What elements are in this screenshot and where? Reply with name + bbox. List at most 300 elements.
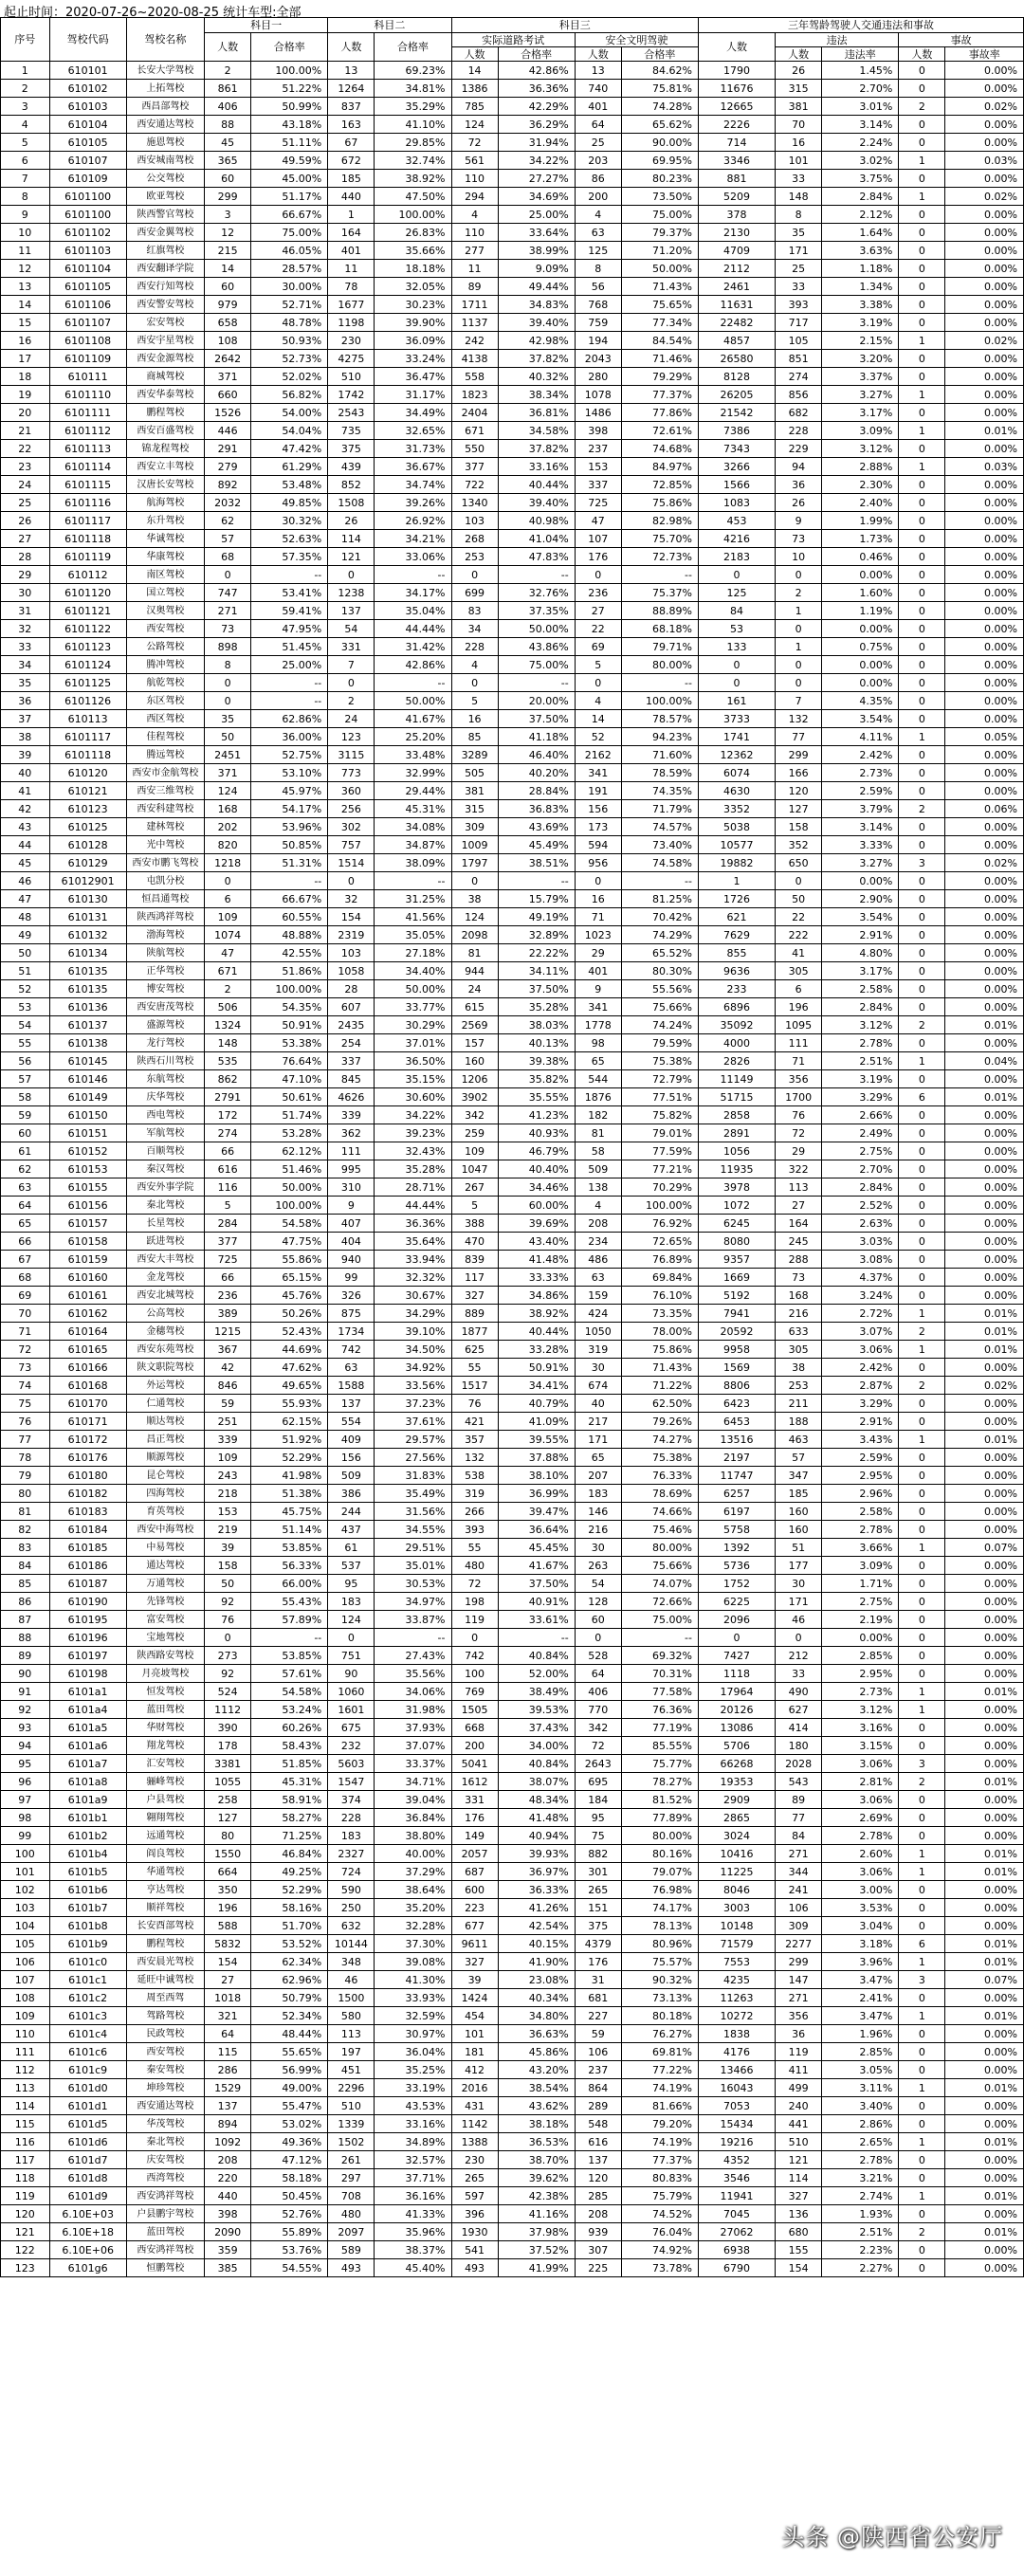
cell-accident-rate: 0.00% xyxy=(945,710,1024,728)
cell-violation-count: 633 xyxy=(776,1323,822,1341)
cell-safe-rate: 77.37% xyxy=(621,386,698,404)
cell-accident-count: 0 xyxy=(899,2241,945,2259)
cell-violation-rate: 2.60% xyxy=(822,1845,899,1863)
cell-s2-count: 302 xyxy=(328,818,375,836)
cell-safe-count: 401 xyxy=(575,98,621,116)
table-row xyxy=(1,2115,1024,2133)
cell-accident-count: 0 xyxy=(899,944,945,962)
cell-safe-count: 681 xyxy=(575,1989,621,2007)
cell-accident-rate: 0.00% xyxy=(945,1611,1024,1629)
cell-accident-count: 0 xyxy=(899,692,945,710)
cell-safe-count: 2643 xyxy=(575,1755,621,1773)
cell-road-count: 176 xyxy=(451,1809,498,1827)
cell-s1-rate: -- xyxy=(251,872,328,890)
cell-name: 航海驾校 xyxy=(126,494,204,512)
cell-s2-rate: 42.86% xyxy=(375,656,451,674)
cell-s1-count: 45 xyxy=(205,134,251,152)
table-row xyxy=(1,2097,1024,2115)
cell-s1-rate: 47.75% xyxy=(251,1233,328,1251)
cell-name: 宏安驾校 xyxy=(126,314,204,332)
cell-road-rate: 34.46% xyxy=(498,1178,575,1197)
cell-accident-rate: 0.00% xyxy=(945,1827,1024,1845)
cell-violation-count: 271 xyxy=(776,1845,822,1863)
cell-safe-rate: 74.35% xyxy=(621,782,698,800)
cell-name: 公路驾校 xyxy=(126,638,204,656)
cell-safe-rate: 78.00% xyxy=(621,1323,698,1341)
cell-road-count: 1047 xyxy=(451,1160,498,1178)
cell-name: 西安宇星驾校 xyxy=(126,332,204,350)
cell-s1-count: 1055 xyxy=(205,1773,251,1791)
cell-safe-count: 4 xyxy=(575,206,621,224)
cell-s1-rate: 66.67% xyxy=(251,890,328,908)
cell-road-count: 396 xyxy=(451,2205,498,2223)
cell-road-count: 83 xyxy=(451,602,498,620)
cell-violation-rate: 2.66% xyxy=(822,1106,899,1124)
cell-violation-rate: 2.42% xyxy=(822,1359,899,1377)
cell-accident-rate: 0.00% xyxy=(945,1701,1024,1719)
cell-s1-rate: 55.86% xyxy=(251,1251,328,1269)
cell-violation-rate: 2.75% xyxy=(822,1142,899,1160)
table-row xyxy=(1,512,1024,530)
cell-accident-rate: 0.00% xyxy=(945,1359,1024,1377)
cell-s2-count: 995 xyxy=(328,1160,375,1178)
cell-safe-count: 509 xyxy=(575,1160,621,1178)
header-code: 驾校代码 xyxy=(49,18,126,62)
table-row xyxy=(1,404,1024,422)
cell-safe-rate: 71.79% xyxy=(621,800,698,818)
cell-road-count: 550 xyxy=(451,440,498,458)
header-accident-rate: 事故率 xyxy=(945,47,1024,62)
cell-safe-count: 203 xyxy=(575,152,621,170)
cell-accident-count: 0 xyxy=(899,314,945,332)
cell-violation-rate: 2.73% xyxy=(822,1683,899,1701)
cell-seq: 81 xyxy=(1,1503,50,1521)
cell-s2-rate: 69.23% xyxy=(375,62,451,80)
cell-road-rate: 48.34% xyxy=(498,1791,575,1809)
cell-s2-rate: 26.92% xyxy=(375,512,451,530)
cell-violation-rate: 3.07% xyxy=(822,1323,899,1341)
cell-ty-count: 13466 xyxy=(698,2061,775,2079)
cell-s2-count: 374 xyxy=(328,1791,375,1809)
cell-accident-rate: 0.00% xyxy=(945,1034,1024,1052)
cell-code: 6101a7 xyxy=(49,1755,126,1773)
cell-accident-rate: 0.00% xyxy=(945,818,1024,836)
cell-code: 6101110 xyxy=(49,386,126,404)
cell-violation-count: 177 xyxy=(776,1557,822,1575)
cell-name: 腾冲驾校 xyxy=(126,656,204,674)
cell-violation-rate: 3.29% xyxy=(822,1088,899,1106)
cell-violation-rate: 1.71% xyxy=(822,1575,899,1593)
cell-road-count: 2016 xyxy=(451,2079,498,2097)
cell-ty-count: 7053 xyxy=(698,2097,775,2115)
cell-ty-count: 4630 xyxy=(698,782,775,800)
cell-s2-count: 407 xyxy=(328,1215,375,1233)
table-row xyxy=(1,296,1024,314)
cell-safe-rate: 79.59% xyxy=(621,1034,698,1052)
cell-violation-count: 33 xyxy=(776,170,822,188)
cell-ty-count: 4857 xyxy=(698,332,775,350)
cell-accident-count: 3 xyxy=(899,1755,945,1773)
cell-safe-count: 47 xyxy=(575,512,621,530)
cell-s1-rate: 52.73% xyxy=(251,350,328,368)
cell-s1-rate: 62.96% xyxy=(251,1971,328,1989)
cell-s1-count: 64 xyxy=(205,2025,251,2043)
cell-seq: 109 xyxy=(1,2007,50,2025)
cell-name: 骊峰驾校 xyxy=(126,1773,204,1791)
cell-road-count: 505 xyxy=(451,764,498,782)
cell-road-rate: 41.23% xyxy=(498,1106,575,1124)
cell-s2-rate: 50.00% xyxy=(375,692,451,710)
cell-violation-count: 245 xyxy=(776,1233,822,1251)
cell-accident-rate: 0.00% xyxy=(945,1142,1024,1160)
cell-s2-count: 111 xyxy=(328,1142,375,1160)
cell-safe-rate: 74.24% xyxy=(621,1016,698,1034)
cell-accident-count: 0 xyxy=(899,1359,945,1377)
cell-road-rate: 28.84% xyxy=(498,782,575,800)
cell-name: 户县鹏宇驾校 xyxy=(126,2205,204,2223)
cell-violation-count: 164 xyxy=(776,1215,822,1233)
cell-ty-count: 8128 xyxy=(698,368,775,386)
cell-safe-count: 52 xyxy=(575,728,621,746)
cell-safe-rate: 73.78% xyxy=(621,2259,698,2277)
cell-accident-rate: 0.07% xyxy=(945,1539,1024,1557)
cell-violation-count: 171 xyxy=(776,242,822,260)
cell-road-rate: 36.83% xyxy=(498,800,575,818)
table-row xyxy=(1,638,1024,656)
cell-safe-count: 13 xyxy=(575,62,621,80)
cell-road-count: 309 xyxy=(451,818,498,836)
cell-s1-count: 747 xyxy=(205,584,251,602)
cell-name: 陕西石川驾校 xyxy=(126,1052,204,1070)
cell-s1-count: 1092 xyxy=(205,2133,251,2151)
cell-road-count: 377 xyxy=(451,458,498,476)
cell-s1-count: 76 xyxy=(205,1611,251,1629)
cell-accident-rate: 0.01% xyxy=(945,1953,1024,1971)
cell-seq: 38 xyxy=(1,728,50,746)
cell-safe-count: 56 xyxy=(575,278,621,296)
cell-safe-count: 1778 xyxy=(575,1016,621,1034)
cell-name: 陕西鸿祥驾校 xyxy=(126,908,204,926)
cell-seq: 20 xyxy=(1,404,50,422)
cell-s1-rate: 58.27% xyxy=(251,1809,328,1827)
cell-violation-count: 352 xyxy=(776,836,822,854)
cell-name: 西安驾校 xyxy=(126,620,204,638)
cell-accident-count: 2 xyxy=(899,1323,945,1341)
cell-s1-count: 127 xyxy=(205,1809,251,1827)
cell-name: 西区驾校 xyxy=(126,710,204,728)
cell-s2-rate: 36.04% xyxy=(375,2043,451,2061)
cell-ty-count: 1838 xyxy=(698,2025,775,2043)
cell-ty-count: 7045 xyxy=(698,2205,775,2223)
cell-s1-count: 116 xyxy=(205,1178,251,1197)
cell-accident-rate: 0.00% xyxy=(945,2115,1024,2133)
cell-s2-count: 11 xyxy=(328,260,375,278)
cell-code: 610101 xyxy=(49,62,126,80)
cell-road-rate: 37.98% xyxy=(498,2223,575,2241)
cell-s1-rate: 51.11% xyxy=(251,134,328,152)
cell-road-count: 1388 xyxy=(451,2133,498,2151)
cell-safe-rate: 75.00% xyxy=(621,206,698,224)
cell-road-count: 393 xyxy=(451,1521,498,1539)
cell-road-count: 480 xyxy=(451,1557,498,1575)
cell-s1-count: 5832 xyxy=(205,1935,251,1953)
cell-ty-count: 3352 xyxy=(698,800,775,818)
cell-s2-rate: 31.98% xyxy=(375,1701,451,1719)
cell-seq: 101 xyxy=(1,1863,50,1881)
cell-violation-count: 347 xyxy=(776,1467,822,1485)
cell-ty-count: 714 xyxy=(698,134,775,152)
cell-safe-count: 265 xyxy=(575,1881,621,1899)
table-row xyxy=(1,1593,1024,1611)
cell-safe-count: 956 xyxy=(575,854,621,872)
cell-accident-rate: 0.00% xyxy=(945,350,1024,368)
cell-s1-count: 124 xyxy=(205,782,251,800)
cell-road-rate: 35.55% xyxy=(498,1088,575,1106)
cell-road-rate: 37.50% xyxy=(498,710,575,728)
cell-code: 610150 xyxy=(49,1106,126,1124)
cell-road-rate: 37.82% xyxy=(498,440,575,458)
cell-ty-count: 1118 xyxy=(698,1665,775,1683)
table-row xyxy=(1,386,1024,404)
cell-violation-count: 29 xyxy=(776,1142,822,1160)
cell-seq: 104 xyxy=(1,1917,50,1935)
cell-safe-rate: 73.35% xyxy=(621,1305,698,1323)
cell-ty-count: 125 xyxy=(698,584,775,602)
cell-ty-count: 3733 xyxy=(698,710,775,728)
cell-road-rate: 39.55% xyxy=(498,1431,575,1449)
cell-s1-rate: 51.22% xyxy=(251,80,328,98)
cell-accident-rate: 0.01% xyxy=(945,1683,1024,1701)
cell-s1-rate: 61.29% xyxy=(251,458,328,476)
watermark: 头条 @陕西省公安厅 xyxy=(781,2524,1003,2550)
table-row xyxy=(1,1251,1024,1269)
cell-s1-rate: 51.17% xyxy=(251,188,328,206)
cell-s2-count: 54 xyxy=(328,620,375,638)
cell-violation-count: 344 xyxy=(776,1863,822,1881)
cell-accident-count: 0 xyxy=(899,1629,945,1647)
cell-s1-count: 47 xyxy=(205,944,251,962)
cell-name: 西安鸿祥驾校 xyxy=(126,2187,204,2205)
cell-code: 610121 xyxy=(49,782,126,800)
cell-road-count: 294 xyxy=(451,188,498,206)
cell-violation-rate: 3.54% xyxy=(822,908,899,926)
cell-ty-count: 2461 xyxy=(698,278,775,296)
cell-s1-rate: 66.00% xyxy=(251,1575,328,1593)
cell-accident-count: 0 xyxy=(899,1557,945,1575)
cell-violation-count: 381 xyxy=(776,98,822,116)
cell-safe-count: 375 xyxy=(575,1917,621,1935)
cell-road-rate: 40.20% xyxy=(498,764,575,782)
cell-accident-count: 0 xyxy=(899,1395,945,1413)
cell-road-rate: 37.35% xyxy=(498,602,575,620)
cell-s2-count: 1677 xyxy=(328,296,375,314)
table-body xyxy=(1,62,1024,2277)
cell-s2-count: 510 xyxy=(328,368,375,386)
cell-name: 蓝田驾校 xyxy=(126,2223,204,2241)
cell-accident-rate: 0.00% xyxy=(945,296,1024,314)
cell-code: 610166 xyxy=(49,1359,126,1377)
driving-school-stats-table xyxy=(0,17,1024,2277)
cell-safe-rate: 55.56% xyxy=(621,980,698,998)
cell-code: 610160 xyxy=(49,1269,126,1287)
cell-violation-count: 30 xyxy=(776,1575,822,1593)
cell-accident-count: 0 xyxy=(899,530,945,548)
cell-violation-rate: 2.49% xyxy=(822,1124,899,1142)
cell-s1-rate: 48.44% xyxy=(251,2025,328,2043)
cell-seq: 106 xyxy=(1,1953,50,1971)
cell-s2-count: 2435 xyxy=(328,1016,375,1034)
cell-violation-count: 299 xyxy=(776,746,822,764)
cell-road-rate: 36.99% xyxy=(498,1485,575,1503)
cell-name: 西安三维驾校 xyxy=(126,782,204,800)
cell-code: 6101115 xyxy=(49,476,126,494)
cell-violation-count: 166 xyxy=(776,764,822,782)
cell-s2-rate: 35.56% xyxy=(375,1665,451,1683)
cell-s1-rate: 53.85% xyxy=(251,1539,328,1557)
table-row xyxy=(1,746,1024,764)
cell-code: 6101103 xyxy=(49,242,126,260)
cell-accident-rate: 0.00% xyxy=(945,1647,1024,1665)
cell-accident-rate: 0.00% xyxy=(945,1881,1024,1899)
cell-name: 长安大学驾校 xyxy=(126,62,204,80)
cell-s2-count: 1734 xyxy=(328,1323,375,1341)
cell-s1-rate: 54.58% xyxy=(251,1215,328,1233)
cell-accident-count: 1 xyxy=(899,1539,945,1557)
cell-s2-rate: 38.92% xyxy=(375,170,451,188)
table-row xyxy=(1,1413,1024,1431)
cell-name: 光中驾校 xyxy=(126,836,204,854)
cell-s2-count: 509 xyxy=(328,1467,375,1485)
cell-s1-count: 148 xyxy=(205,1034,251,1052)
cell-ty-count: 6197 xyxy=(698,1503,775,1521)
cell-accident-count: 6 xyxy=(899,1088,945,1106)
cell-accident-rate: 0.00% xyxy=(945,1178,1024,1197)
cell-s2-rate: 37.07% xyxy=(375,1737,451,1755)
cell-s2-count: 99 xyxy=(328,1269,375,1287)
cell-s2-count: 439 xyxy=(328,458,375,476)
cell-s1-count: 92 xyxy=(205,1665,251,1683)
cell-accident-count: 0 xyxy=(899,2043,945,2061)
cell-accident-count: 2 xyxy=(899,98,945,116)
cell-accident-rate: 0.00% xyxy=(945,1197,1024,1215)
cell-seq: 1 xyxy=(1,62,50,80)
cell-safe-rate: 77.86% xyxy=(621,404,698,422)
cell-safe-rate: 84.62% xyxy=(621,62,698,80)
cell-road-rate: 47.83% xyxy=(498,548,575,566)
cell-s2-count: 1339 xyxy=(328,2115,375,2133)
cell-s2-rate: 27.56% xyxy=(375,1449,451,1467)
cell-safe-rate: 76.33% xyxy=(621,1467,698,1485)
cell-name: 中易驾校 xyxy=(126,1539,204,1557)
cell-s1-rate: -- xyxy=(251,674,328,692)
cell-s2-rate: 37.61% xyxy=(375,1413,451,1431)
cell-ty-count: 453 xyxy=(698,512,775,530)
cell-road-rate: -- xyxy=(498,674,575,692)
cell-violation-rate: 3.75% xyxy=(822,170,899,188)
cell-seq: 78 xyxy=(1,1449,50,1467)
cell-ty-count: 1083 xyxy=(698,494,775,512)
cell-ty-count: 133 xyxy=(698,638,775,656)
cell-accident-count: 1 xyxy=(899,1683,945,1701)
cell-violation-count: 84 xyxy=(776,1827,822,1845)
cell-name: 户县驾校 xyxy=(126,1791,204,1809)
cell-road-count: 277 xyxy=(451,242,498,260)
cell-ty-count: 378 xyxy=(698,206,775,224)
cell-name: 西安科建驾校 xyxy=(126,800,204,818)
cell-s2-count: 751 xyxy=(328,1647,375,1665)
cell-violation-count: 22 xyxy=(776,908,822,926)
cell-code: 6101108 xyxy=(49,332,126,350)
cell-s2-rate: 34.40% xyxy=(375,962,451,980)
cell-s2-count: 26 xyxy=(328,512,375,530)
cell-code: 610131 xyxy=(49,908,126,926)
cell-road-rate: 42.86% xyxy=(498,62,575,80)
cell-name: 远通驾校 xyxy=(126,1827,204,1845)
table-row xyxy=(1,656,1024,674)
cell-s1-count: 3381 xyxy=(205,1755,251,1773)
cell-s2-rate: 34.49% xyxy=(375,404,451,422)
cell-ty-count: 26580 xyxy=(698,350,775,368)
cell-road-count: 677 xyxy=(451,1917,498,1935)
cell-s1-rate: 54.58% xyxy=(251,1683,328,1701)
cell-name: 昌正驾校 xyxy=(126,1431,204,1449)
cell-s2-count: 1060 xyxy=(328,1683,375,1701)
cell-road-rate: 75.00% xyxy=(498,656,575,674)
cell-road-count: 228 xyxy=(451,638,498,656)
cell-accident-rate: 0.00% xyxy=(945,692,1024,710)
cell-violation-rate: 1.19% xyxy=(822,602,899,620)
cell-accident-rate: 0.00% xyxy=(945,764,1024,782)
cell-name: 佳程驾校 xyxy=(126,728,204,746)
cell-name: 西安晨光驾校 xyxy=(126,1953,204,1971)
cell-violation-count: 26 xyxy=(776,62,822,80)
cell-violation-count: 650 xyxy=(776,854,822,872)
cell-road-count: 200 xyxy=(451,1737,498,1755)
cell-s2-rate: 28.71% xyxy=(375,1178,451,1197)
cell-road-count: 253 xyxy=(451,548,498,566)
cell-seq: 49 xyxy=(1,926,50,944)
cell-violation-rate: 2.75% xyxy=(822,1593,899,1611)
cell-s2-count: 510 xyxy=(328,2097,375,2115)
report-date-range: 起止时间：2020-07-26~2020-08-25 统计车型:全部 xyxy=(4,6,302,20)
cell-code: 610183 xyxy=(49,1503,126,1521)
cell-road-count: 110 xyxy=(451,170,498,188)
cell-accident-count: 1 xyxy=(899,152,945,170)
cell-ty-count: 8046 xyxy=(698,1881,775,1899)
cell-violation-rate: 2.78% xyxy=(822,1827,899,1845)
cell-ty-count: 6423 xyxy=(698,1395,775,1413)
cell-road-rate: 38.10% xyxy=(498,1467,575,1485)
cell-name: 西安城南驾校 xyxy=(126,152,204,170)
cell-safe-count: 137 xyxy=(575,2151,621,2169)
cell-code: 6101b1 xyxy=(49,1809,126,1827)
cell-name: 施恩驾校 xyxy=(126,134,204,152)
cell-code: 610190 xyxy=(49,1593,126,1611)
cell-s2-count: 0 xyxy=(328,872,375,890)
cell-safe-rate: 65.52% xyxy=(621,944,698,962)
cell-violation-count: 271 xyxy=(776,1989,822,2007)
table-row xyxy=(1,944,1024,962)
cell-violation-rate: 0.00% xyxy=(822,656,899,674)
cell-s2-rate: 32.05% xyxy=(375,278,451,296)
cell-accident-count: 1 xyxy=(899,1431,945,1449)
cell-code: 6101a1 xyxy=(49,1683,126,1701)
cell-safe-rate: 71.43% xyxy=(621,278,698,296)
cell-safe-count: 616 xyxy=(575,2133,621,2151)
cell-safe-count: 159 xyxy=(575,1287,621,1305)
cell-road-count: 5041 xyxy=(451,1755,498,1773)
cell-ty-count: 3024 xyxy=(698,1827,775,1845)
